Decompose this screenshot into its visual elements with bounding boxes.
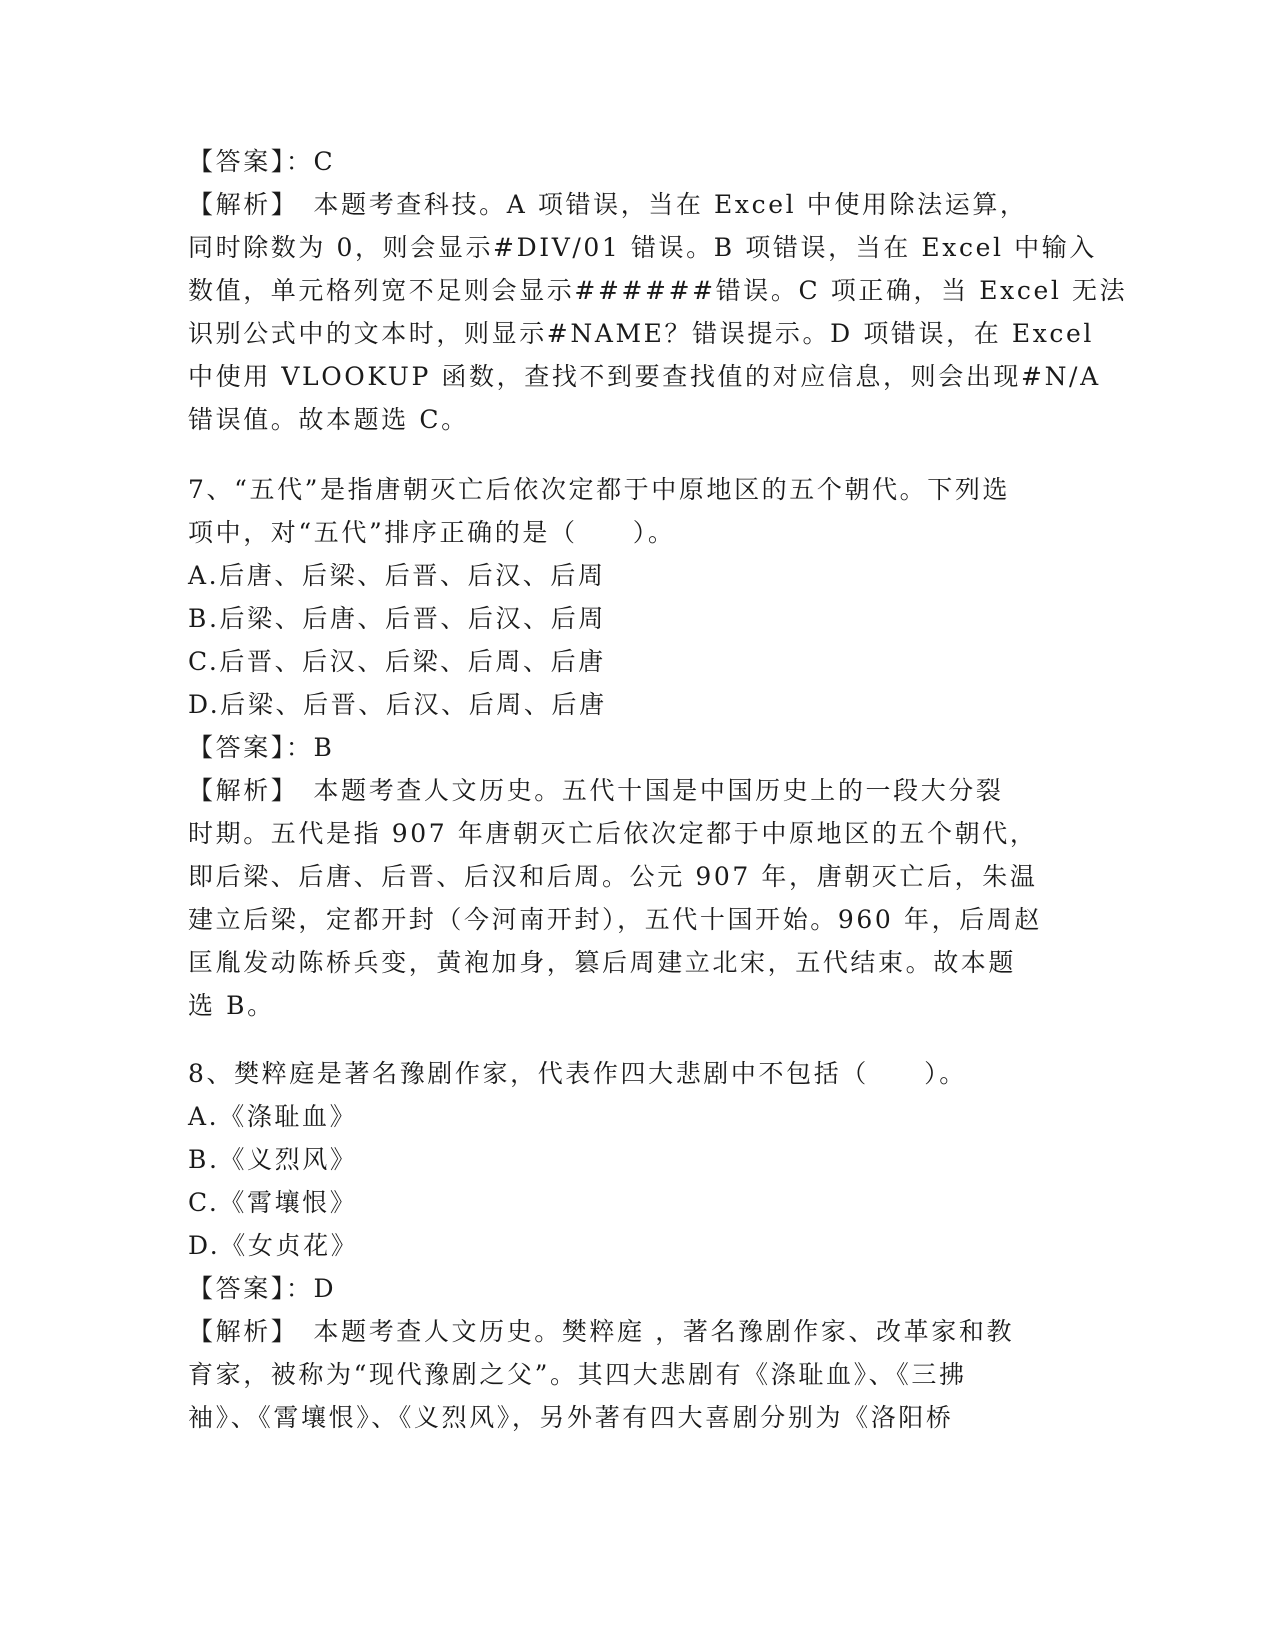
q8-option-d: D.《女贞花》 bbox=[188, 1231, 359, 1260]
q8-option-c: C.《霄壤恨》 bbox=[188, 1188, 358, 1217]
question-7 bbox=[188, 468, 1088, 1027]
q7-question-line: 7、“五代”是指唐朝灭亡后依次定都于中原地区的五个朝代。下列选 bbox=[188, 475, 1011, 504]
q7-analysis-line: 选 B。 bbox=[188, 991, 275, 1020]
q8-analysis-line: 袖》、《霄壤恨》、《义烈风》，另外著有四大喜剧分别为《洛阳桥 bbox=[188, 1403, 954, 1432]
q7-option-c: C.后晋、后汉、后梁、后周、后唐 bbox=[188, 647, 606, 676]
q7-analysis-line: 匡胤发动陈桥兵变，黄袍加身，篡后周建立北宋，五代结束。故本题 bbox=[188, 948, 1017, 977]
q7-analysis-line: 建立后梁，定都开封（今河南开封），五代十国开始。960 年，后周赵 bbox=[188, 905, 1042, 934]
question-8 bbox=[188, 1052, 1088, 1439]
q6-answer: 【答案】：C bbox=[188, 147, 336, 176]
q7-option-d: D.后梁、后晋、后汉、后周、后唐 bbox=[188, 690, 607, 719]
q8-answer: 【答案】：D bbox=[188, 1274, 337, 1303]
q7-question-line: 项中，对“五代”排序正确的是（ ）。 bbox=[188, 518, 676, 547]
q7-analysis-line: 即后梁、后唐、后晋、后汉和后周。公元 907 年，唐朝灭亡后，朱温 bbox=[188, 862, 1038, 891]
q7-answer: 【答案】：B bbox=[188, 733, 335, 762]
q7-analysis-line: 【解析】 本题考查人文历史。五代十国是中国历史上的一段大分裂 bbox=[188, 776, 1004, 805]
q8-analysis-line: 育家，被称为“现代豫剧之父”。其四大悲剧有《涤耻血》、《三拂 bbox=[188, 1360, 967, 1389]
q6-answer-analysis bbox=[188, 140, 1128, 441]
q6-analysis-line: 识别公式中的文本时，则显示#NAME？错误提示。D 项错误，在 Excel bbox=[188, 319, 1095, 348]
q7-option-a: A.后唐、后梁、后晋、后汉、后周 bbox=[188, 561, 606, 590]
q6-analysis-line: 中使用 VLOOKUP 函数，查找不到要查找值的对应信息，则会出现#N/A bbox=[188, 362, 1101, 391]
q6-analysis-line: 错误值。故本题选 C。 bbox=[188, 405, 469, 434]
q8-analysis-line: 【解析】 本题考查人文历史。樊粹庭 ，著名豫剧作家、改革家和教 bbox=[188, 1317, 1015, 1346]
q6-analysis-line: 数值，单元格列宽不足则会显示######错误。C 项正确，当 Excel 无法 bbox=[188, 276, 1128, 305]
q6-analysis-line: 【解析】 本题考查科技。A 项错误，当在 Excel 中使用除法运算， bbox=[188, 190, 1028, 219]
q8-question-line: 8、樊粹庭是著名豫剧作家，代表作四大悲剧中不包括（ ）。 bbox=[188, 1059, 967, 1088]
q7-option-b: B.后梁、后唐、后晋、后汉、后周 bbox=[188, 604, 606, 633]
q8-option-b: B.《义烈风》 bbox=[188, 1145, 358, 1174]
q8-option-a: A.《涤耻血》 bbox=[188, 1102, 358, 1131]
q7-analysis-line: 时期。五代是指 907 年唐朝灭亡后依次定都于中原地区的五个朝代， bbox=[188, 819, 1038, 848]
q6-analysis-line: 同时除数为 0，则会显示#DIV/01 错误。B 项错误，当在 Excel 中输入 bbox=[188, 233, 1097, 262]
